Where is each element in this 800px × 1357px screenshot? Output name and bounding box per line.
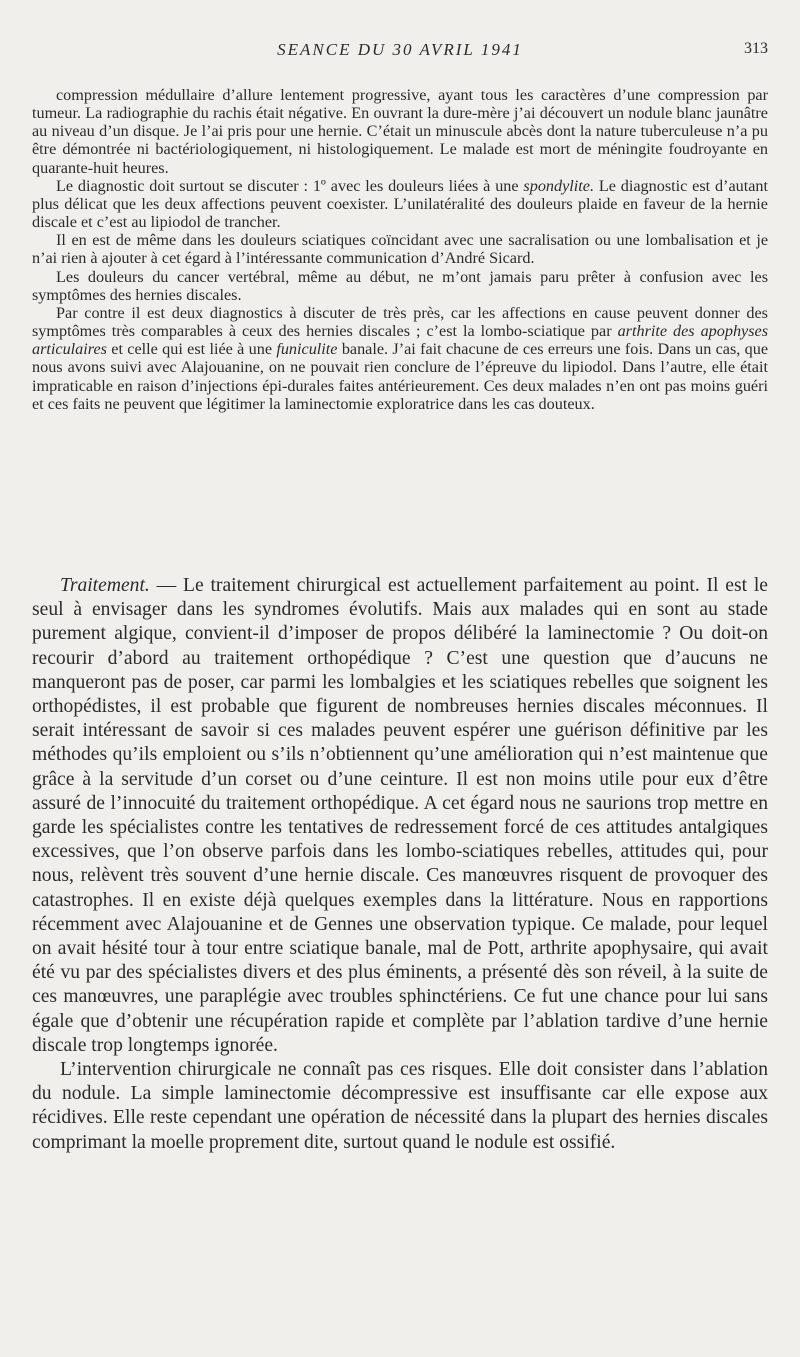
paragraph: Traitement. — Le traitement chirurgical est actuellement parfaitement au point. Il est le seul à envisager dans les syndromes évolutifs. Mais aux malades qui en sont au stade purement algique, convient-il d’imposer de propos délibéré la laminectomie ? Ou doit-on recourir d’abord au traitement orthopédique ? C’est une question que d’aucuns ne manqueront pas de poser, car parmi les lombalgies et les sciatiques rebelles que soignent les orthopédistes, il est probable que figurent de nombreuses hernies discales méconnues. Il serait intéressant de savoir si ces malades peuvent espérer une guérison définitive par les méthodes qu’ils emploient ou s’ils n’obtiennent qu’une amélioration qui n’est maintenue que grâce à la servitude d’un corset ou d’une ceinture. Il est non moins utile pour eux d’être assuré de l’innocuité du traitement orthopédique. A cet égard nous ne saurions trop mettre en garde les spécialistes contre les tentatives de redressement forcé de ces attitudes antalgiques excessives, que l’on observe parfois dans les lombo-sciatiques rebelles, attitudes qui, pour nous, relèvent très souvent d’une hernie discale. Ces manœuvres risquent de provoquer des catastrophes. Il en existe déjà quelques exemples dans la littérature. Nous en rapportions récemment avec Alajouanine et de Gennes une observation typique. Ce malade, pour lequel on avait hésité tour à tour entre sciatique banale, mal de Pott, arthrite apophysaire, qui avait été vu par des spécialistes divers et des plus éminents, a présenté dès son réveil, à la suite de ces manœuvres, une paraplégie avec troubles sphinctériens. Ce fut une chance pour lui sans égale que d’obtenir une récupération rapide et complète par l’ablation tardive d’une hernie discale trop longtemps ignorée. [32,575,769,1056]
paragraph: Par contre il est deux diagnostics à discuter de très près, car les affections en cause peuvent donner des symptômes très comparables à ceux des hernies discales ; c’est la lombo-sciatique par arthrite des apophyses articulaires et celle qui est liée à une funiculite banale. J’ai fait chacune de ces erreurs une fois. Dans un cas, que nous avons suivi avec Alajouanine, on ne pouvait rien conclure de l’épreuve du lipiodol. Dans l’autre, elle était impraticable en raison d’injections épi-durales faites antérieurement. Ces deux malades n’en ont pas moins guéri et ces faits ne peuvent que légitimer la laminectomie exploratrice dans les cas douteux. [32,303,769,413]
section-heading: Traitement. [60,575,150,596]
paragraph: compression médullaire d’allure lentement progressive, ayant tous les caractères d’une compression par tumeur. La radiographie du rachis était négative. En ouvrant la dure-mère j’ai découvert un nodule blanc jaunâtre au niveau d’un disque. Je l’ai pris pour une hernie. C’était un minuscule abcès dont la nature tuberculeuse n’a pu être démontrée ni bactériologiquement, ni histologiquement. Le malade est mort de méningite foudroyante en quarante-huit heures. [32,86,768,177]
running-title: SEANCE DU 30 AVRIL 1941 [277,40,523,59]
paragraph: L’intervention chirurgicale ne connaît pas ces risques. Elle doit consister dans l’ablation du nodule. La simple laminectomie décompressive est insuffisante car elle expose aux récidives. Elle reste cependant une opération de nécessité dans la plupart des hernies discales comprimant la moelle proprement dite, surtout quand le nodule est ossifié. [32,1059,768,1153]
paragraph: Le diagnostic doit surtout se discuter : 1º avec les douleurs liées à une spondylite. Le diagnostic est d’autant plus délicat que les deux affections peuvent coexister. L’unilatéralité des douleurs plaide en faveur de la hernie discale et c’est au lipiodol de trancher. [32,176,768,232]
paragraph: Les douleurs du cancer vertébral, même au début, ne m’ont jamais paru prêter à confusion avec les symptômes des hernies discales. [32,267,768,304]
page-header [32,40,768,64]
small-print-section [32,86,768,413]
paragraph: Il en est de même dans les douleurs sciatiques coïncidant avec une sacralisation ou une lombalisation et je n’ai rien à ajouter à cet égard à l’intéressante communication d’André Sicard. [32,231,768,268]
italic-term: arthrite des apophyses articulaires [32,322,769,359]
page-number: 313 [744,40,768,57]
italic-term: funiculite [276,340,338,359]
main-text-section [32,574,768,1155]
italic-term: spondylite. [523,176,595,195]
